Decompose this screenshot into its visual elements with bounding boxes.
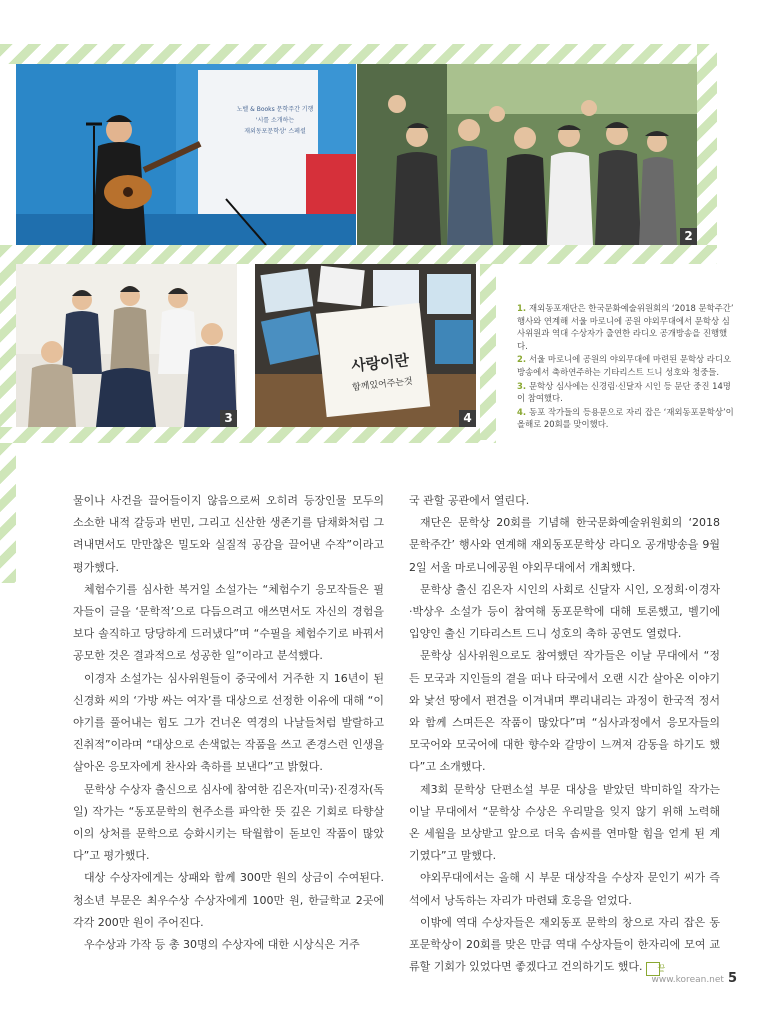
- paragraph: 문학상 심사위원으로도 참여했던 작가들은 이날 무대에서 “정든 모국과 지인들의 곁을 떠나 타국에서 오랜 시간 살아온 이야기와 낯선 땅에서 편견을 이겨내며 뿌리내리는 과정이 한국적 정서와 함께 스며든은 작품이 많았다”며 “심사과정에서 응모자들의 모국어와 모국어에 대한 향수와 갈망이 느껴져 감동을 하기도 했다”고 소개했다.: [409, 649, 720, 774]
- page-footer: [652, 971, 737, 986]
- paragraph: 이경자 소설가는 심사위원들이 중국에서 거주한 지 16년이 된 신경화 씨의 ‘가방 싸는 여자’를 대상으로 선정한 이유에 대해 “이야기를 풀어내는 힘도 그가 건너온 역경의 나날들처럼 발랄하고 진취적”이라며 “대상으로 손색없는 작품을 쓰고 존경스런 인생을 살아온 응모자에게 찬사와 축하를 보낸다”고 밝혔다.: [73, 671, 384, 774]
- audience-illustration: [357, 64, 697, 245]
- photo-number-badge: 4: [459, 410, 476, 427]
- book-title-text: 사랑이란 함께있어주는것: [350, 351, 414, 394]
- paragraph: 우수상과 가작 등 총 30명의 수상자에 대한 시상식은 거주: [84, 938, 360, 952]
- stripe-band-caption-left: [480, 264, 496, 440]
- photo-captions: [517, 302, 735, 432]
- end-mark-icon: 끝: [646, 962, 660, 976]
- stripe-band-right: [697, 44, 717, 264]
- photo-group-portrait: [16, 264, 237, 427]
- group-illustration: [16, 264, 237, 427]
- caption-2: 2. 서울 마로니에 공원의 야외무대에 마련된 문학상 라디오 방송에서 축하연주하는 기타리스트 드니 성호와 청중들.: [517, 354, 732, 377]
- guitarist-illustration: [16, 64, 356, 245]
- stripe-band-left: [0, 245, 16, 583]
- paragraph: 제3회 문학상 단편소설 부문 대상을 받았던 박미하일 작가는 이날 무대에서 “문학상 수상은 우리말을 잊지 않기 위해 노력해 온 세월을 보상받고 앞으로 더욱 솜씨를 연마할 힘을 얻게 된 계기였다”고 말했다.: [409, 782, 720, 863]
- photo-book-display: [255, 264, 476, 427]
- article-right-column: [409, 490, 720, 978]
- paragraph: 국 관할 공관에서 열린다.: [409, 494, 530, 507]
- paragraph: 물이나 사건을 끌어들이지 않음으로써 오히려 등장인물 모두의 소소한 내적 갈등과 번민, 그리고 신산한 생존기를 담채화처럼 그려내면서도 만만찮은 밀도와 실질적 공감을 끌어낸 수작”이라고 평가했다.: [73, 494, 384, 574]
- photo-guitarist: [16, 64, 356, 245]
- paragraph: 이밖에 역대 수상자들은 재외동포 문학의 창으로 자리 잡은 동포문학상이 20회를 맞은 만큼 역대 수상자들이 한자리에 모여 교류할 기회가 있었다면 좋겠다고 건의하기도 했다. 끝: [409, 912, 720, 979]
- paragraph: 야외무대에서는 올해 시 부문 대상작을 수상자 문인기 씨가 즉석에서 낭독하는 자리가 마련돼 호응을 얻었다.: [409, 871, 720, 907]
- paragraph: 대상 수상자에게는 상패와 함께 300만 원의 상금이 수여된다. 청소년 부문은 최우수상 수상자에게 100만 원, 한글학교 2곳에 각각 200만 원이 주어진다.: [73, 871, 384, 929]
- paragraph: 체험수기를 심사한 복거일 소설가는 “체험수기 응모작들은 필자들이 글을 ‘문학적’으로 다듬으려고 애쓰면서도 자신의 경험을 보다 솔직하고 당당하게 드러냈다”며 “수필을 체험수기로 바꿔서 공모한 것은 결과적으로 성공한 일”이라고 분석했다.: [73, 582, 384, 663]
- paragraph: 재단은 문학상 20회를 기념해 한국문화예술위원회의 ‘2018 문학주간’ 행사와 연계해 재외동포문학상 라디오 공개방송을 9월 2일 서울 마로니에공원 야외무대에서 개최했다.: [409, 516, 720, 574]
- books-illustration: [255, 264, 476, 427]
- footer-url: www.korean.net: [651, 975, 724, 985]
- photo-audience: [357, 64, 697, 245]
- page-number: 5: [727, 971, 737, 986]
- caption-1: 1. 재외동포재단은 한국문화예술위원회의 ‘2018 문학주간’ 행사와 연계해 서울 마로니에 공원 야외무대에서 문학상 심사위원과 역대 수상자가 출연한 라디오 공개방송을 진행했다.: [517, 303, 734, 351]
- caption-3: 3. 문학상 심사에는 신경림·신달자 시인 등 문단 중진 14명이 참여했다.: [517, 380, 731, 404]
- paragraph: 문학상 수상자 출신으로 심사에 참여한 김은자(미국)·진경자(독일) 작가는 “동포문학의 현주소를 파악한 뜻 깊은 기회로 타향살이의 상처를 문학으로 승화시키는 탁월함이 돋보인 작품이 많았다”고 평가했다.: [73, 782, 384, 863]
- stripe-band-lower: [0, 427, 496, 443]
- paragraph: 문학상 출신 김은자 시인의 사회로 신달자 시인, 오정희·이경자·박상우 소설가 등이 참여해 동포문학에 대해 토론했고, 벨기에 입양인 출신 기타리스트 드니 성호의 축하 공연도 열렸다.: [409, 582, 720, 641]
- article-left-column: [73, 490, 384, 956]
- banner-text: 노벨 & Books 문학주간 기행 '시를 소개하는 재외동포문학상' 스페셜: [236, 106, 314, 135]
- photo-number-badge: 3: [220, 410, 237, 427]
- stripe-band-middle: [0, 245, 717, 264]
- photo-number-badge: 2: [680, 228, 697, 245]
- caption-4: 4. 동포 작가들의 등용문으로 자리 잡은 ‘재외동포문학상’이 올해로 20회를 맞이했다.: [517, 406, 734, 430]
- stripe-band-top: [0, 44, 717, 64]
